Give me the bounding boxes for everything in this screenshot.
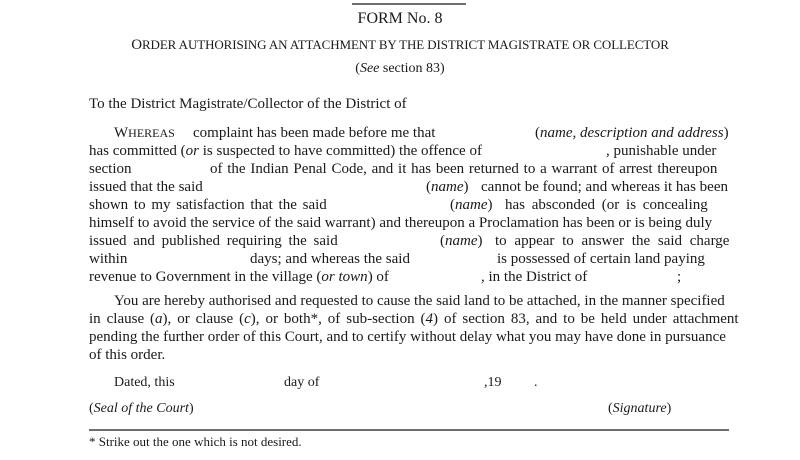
name-italic: name bbox=[445, 233, 478, 249]
or-town-italic: or town bbox=[321, 269, 368, 285]
para1-line1 bbox=[89, 125, 729, 143]
para2-line2 bbox=[89, 311, 739, 329]
text: shown to my satisfaction that the said bbox=[89, 197, 327, 213]
t2: ) of bbox=[367, 269, 389, 285]
within: within bbox=[89, 251, 128, 267]
clause-a: a bbox=[155, 311, 163, 327]
para1-line3 bbox=[89, 161, 729, 179]
p1: ( bbox=[89, 401, 94, 416]
text: of this order. bbox=[89, 347, 166, 363]
punishable-under: , punishable under bbox=[606, 143, 717, 159]
para2-line3 bbox=[89, 329, 729, 347]
seal-of-court bbox=[89, 401, 194, 417]
name-hint: (name) bbox=[440, 233, 483, 249]
text: himself to avoid the service of the said warrant) and thereupon a Proclamation has been or is being duly bbox=[89, 215, 713, 231]
para1-line8 bbox=[89, 251, 729, 269]
text: pending the further order of this Court, and to certify without delay what you may have done in pursuance bbox=[89, 329, 726, 345]
para1-line2 bbox=[89, 143, 729, 161]
name-hint: (name) bbox=[450, 197, 493, 213]
name-description-address: (name, description and address) bbox=[535, 125, 729, 141]
para1-line6 bbox=[89, 215, 729, 233]
p2: ) bbox=[188, 401, 194, 416]
para1-line7 bbox=[89, 233, 729, 251]
p2: ) bbox=[666, 401, 672, 416]
text: issued that the said bbox=[89, 179, 203, 195]
text: issued and published requiring the said bbox=[89, 233, 338, 249]
dated-this: Dated, this bbox=[114, 375, 175, 390]
t1: revenue to Government in the village ( bbox=[89, 269, 322, 285]
day-of: day of bbox=[284, 375, 320, 390]
t1: has committed ( bbox=[89, 143, 186, 159]
text: has absconded (or is concealing bbox=[505, 197, 708, 213]
see-italic: See bbox=[359, 61, 380, 76]
semicolon: ; bbox=[677, 269, 682, 285]
whereas-rest: HEREAS bbox=[128, 126, 175, 140]
text: cannot be found; and whereas it has been bbox=[481, 179, 728, 195]
seal-signature-line bbox=[89, 401, 729, 419]
t2: ), or clause ( bbox=[162, 311, 245, 327]
text bbox=[89, 269, 389, 286]
seal-italic: Seal of the Court bbox=[93, 401, 189, 416]
see-section bbox=[0, 61, 800, 77]
form-title bbox=[0, 37, 800, 54]
name-hint: (name) bbox=[426, 179, 469, 195]
addressee-line: To the District Magistrate/Collector of the District of bbox=[89, 96, 407, 112]
para1-line5 bbox=[89, 197, 729, 215]
top-rule bbox=[352, 3, 466, 5]
para2-line1 bbox=[89, 293, 729, 311]
whereas bbox=[114, 125, 175, 142]
see-rest: section 83) bbox=[379, 61, 445, 76]
period: . bbox=[534, 375, 538, 390]
text: is possessed of certain land paying bbox=[497, 251, 705, 267]
text: complaint has been made before me that bbox=[193, 125, 436, 141]
para1-line9 bbox=[89, 269, 729, 287]
t2: is suspected to have committed) the offence of bbox=[199, 143, 482, 159]
text bbox=[89, 311, 739, 328]
subsection-4: 4 bbox=[425, 311, 434, 327]
text: of the Indian Penal Code, and it has been returned to a warrant of arrest thereupon bbox=[210, 161, 718, 177]
section-word: section bbox=[89, 161, 132, 177]
footnote: * Strike out the one which is not desired. bbox=[89, 434, 302, 449]
p1: ( bbox=[608, 401, 613, 416]
whereas-w: W bbox=[114, 125, 129, 141]
form-number: FORM No. 8 bbox=[357, 10, 443, 27]
title-rest: RDER AUTHORISING AN ATTACHMENT BY THE DISTRICT MAGISTRATE OR COLLECTOR bbox=[141, 37, 669, 52]
text: You are hereby authorised and requested to cause the said land to be attached, in the manner specified bbox=[114, 293, 725, 309]
name-italic: name bbox=[431, 179, 464, 195]
in-district-of: , in the District of bbox=[481, 269, 588, 285]
text: days; and whereas the said bbox=[250, 251, 410, 267]
dated-line bbox=[89, 375, 729, 393]
t1: in clause ( bbox=[89, 311, 156, 327]
para2-line4 bbox=[89, 347, 729, 365]
para1-line4 bbox=[89, 179, 729, 197]
name-italic: name bbox=[455, 197, 488, 213]
italic-hint: name, description and address bbox=[540, 125, 724, 141]
signature-italic: Signature bbox=[612, 401, 667, 416]
signature bbox=[608, 401, 671, 417]
footnote-rule bbox=[89, 429, 729, 431]
text: to appear to answer the said charge bbox=[495, 233, 730, 249]
t4: ) of section 83, and to be held under attachment bbox=[433, 311, 739, 327]
paren: ( bbox=[355, 61, 360, 76]
clause-c: c bbox=[244, 311, 251, 327]
text bbox=[89, 143, 482, 160]
t3: ), or both*, of sub-section ( bbox=[250, 311, 426, 327]
or-italic: or bbox=[185, 143, 199, 159]
year-19: ,19 bbox=[484, 375, 502, 390]
title-initial: O bbox=[131, 37, 142, 53]
